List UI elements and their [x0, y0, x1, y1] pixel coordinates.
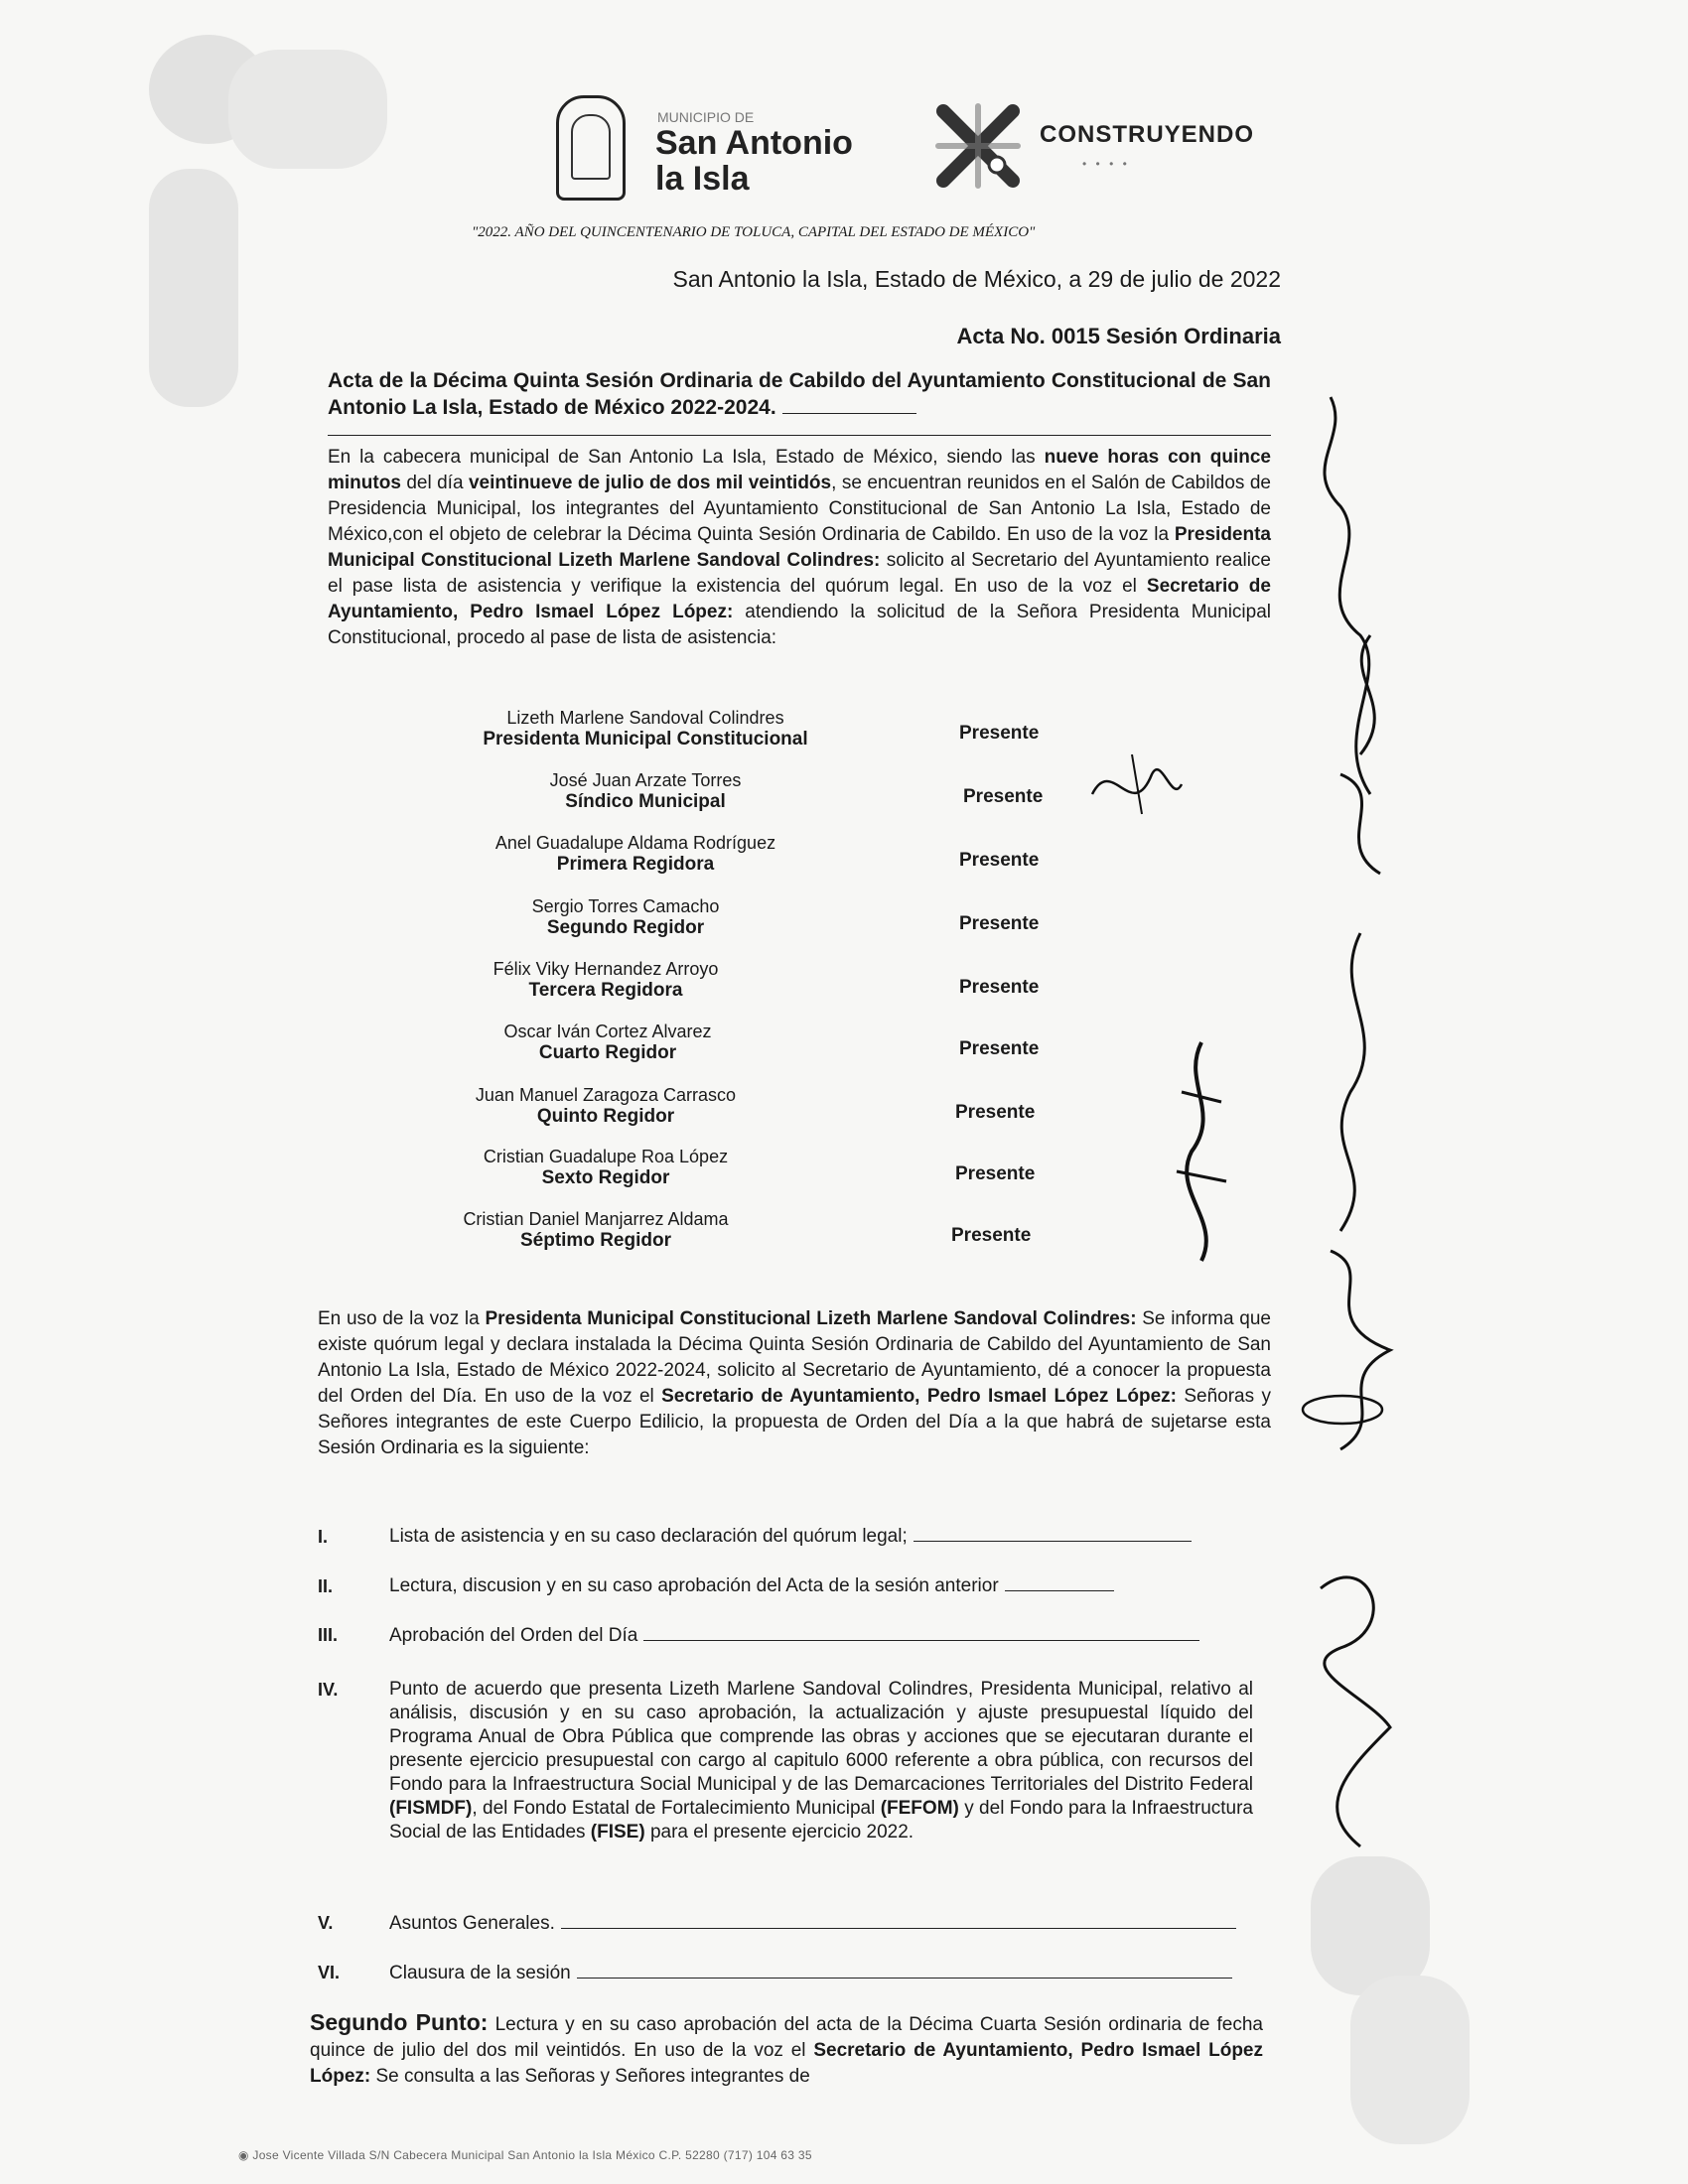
attendance-entry — [377, 1146, 834, 1189]
agenda-item-text: Clausura de la sesión — [389, 1963, 571, 1983]
construyendo-dots: • • • • — [1082, 157, 1130, 171]
quorum-bold-2: Secretario de Ayuntamiento, Pedro Ismael López López: — [661, 1386, 1177, 1407]
intro-text-5: atendiendo la solicitud de la Señora Presidenta Municipal Constitucional, procedo al pase de lista de asistencia: — [328, 602, 1271, 648]
place-date: San Antonio la Isla, Estado de México, a 29 de julio de 2022 — [672, 266, 1281, 292]
agenda-item-text: , del Fondo Estatal de Fortalecimiento Municipal — [472, 1798, 881, 1819]
footer-address — [238, 2148, 812, 2162]
document-title-text: Acta de la Décima Quinta Sesión Ordinaria de Cabildo del Ayuntamiento Constitucional de San Antonio La Isla, Estado de México 2022-2024. — [328, 369, 1271, 419]
quorum-text-3: Señoras y Señores integrantes de este Cuerpo Edilicio, la propuesta de Orden del Día a la que habrá de sujetarse esta Sesión Ordinaria es la siguiente: — [318, 1386, 1271, 1458]
attendance-entry — [377, 958, 834, 1002]
quorum-text-2: Se informa que existe quórum legal y declara instalada la Décima Quinta Sesión Ordinaria de Cabildo del Ayuntamiento de San Antonio La Isla, Estado de México 2022-2024, solicito al Secretario de Ayuntamiento, dé a conocer la propuesta del Orden del Día. En uso de la voz el — [318, 1308, 1271, 1407]
letterhead — [556, 91, 1271, 201]
attendee-role: Quinto Regidor — [536, 1106, 675, 1127]
agenda-number: III. — [318, 1625, 339, 1645]
intro-bold-2: veintinueve de julio de dos mil veintidós — [468, 473, 832, 493]
agenda-item-text: y del Fondo para la Infraestructura Social de las Entidades — [389, 1798, 1254, 1843]
watermark-bottom-right — [1291, 1856, 1489, 2154]
attendee-name: Cristian Daniel Manjarrez Aldama — [463, 1209, 729, 1229]
signature-vertical — [1162, 1032, 1241, 1271]
intro-bold-3: Presidenta Municipal Constitucional Lizeth Marlene Sandoval Colindres: — [328, 524, 1271, 571]
signature-right-margin — [1271, 377, 1410, 1866]
agenda-item — [389, 1912, 1253, 1936]
segundo-punto-heading: Segundo Punto: — [310, 2009, 489, 2035]
intro-bold-4: Secretario de Ayuntamiento, Pedro Ismael López López: — [328, 576, 1271, 622]
intro-text-3: , se encuentran reunidos en el Salón de Cabildos de Presidencia Municipal, los integrantes del Ayuntamiento Constitucional de San Antonio La Isla, Estado de México,con el objeto de celebrar la Décima Quinta Sesión Ordinaria de Cabildo. En uso de la voz la — [328, 473, 1271, 545]
construyendo-logo-icon — [933, 101, 1023, 191]
attendee-role: Séptimo Regidor — [519, 1230, 671, 1251]
attendance-entry — [417, 707, 874, 751]
municipal-seal-icon — [556, 95, 626, 201]
agenda-item-bold: (FISE) — [590, 1822, 645, 1843]
location-icon: ◉ — [238, 2148, 253, 2162]
agenda-item-text: Lectura, discusion y en su caso aprobación del Acta de la sesión anterior — [389, 1575, 999, 1596]
attendee-name: Anel Guadalupe Aldama Rodríguez — [494, 833, 776, 853]
agenda-item-bold: (FEFOM) — [880, 1798, 959, 1819]
attendance-entry — [377, 1084, 834, 1128]
attendee-name: Oscar Iván Cortez Alvarez — [503, 1022, 712, 1041]
attendance-status: Presente — [959, 723, 1040, 744]
intro-text-4: solicito al Secretario del Ayuntamiento realice el pase lista de asistencia y verifique la existencia del quórum legal. En uso de la voz el — [328, 550, 1271, 597]
agenda-item-text: Lista de asistencia y en su caso declaración del quórum legal; — [389, 1526, 908, 1547]
document-title — [328, 367, 1271, 421]
attendance-status: Presente — [951, 1225, 1032, 1246]
attendance-status: Presente — [959, 1038, 1040, 1059]
municipality-small-label: MUNICIPIO DE — [657, 109, 755, 125]
quorum-bold-1: Presidenta Municipal Constitucional Lizeth Marlene Sandoval Colindres: — [485, 1308, 1137, 1329]
agenda-item — [389, 1624, 1253, 1648]
agenda-item-text: Punto de acuerdo que presenta Lizeth Marlene Sandoval Colindres, Presidenta Municipal, relativo al análisis, discusión y en su caso aprobación, la actualización y ajuste presupuestal líquido del Programa Anual de Obra Pública que comprende las obras y acciones que se ejecutaran durante el presente ejercicio presupuestal con cargo al capitulo 6000 referente a obra pública, con recursos del Fondo para la Infraestructura Social Municipal y de las Demarcaciones Territoriales del Distrito Federal — [389, 1679, 1253, 1795]
attendance-status: Presente — [959, 913, 1040, 934]
year-motto: "2022. AÑO DEL QUINCENTENARIO DE TOLUCA, CAPITAL DEL ESTADO DE MÉXICO" — [472, 224, 1036, 240]
title-divider — [328, 435, 1271, 436]
acta-number: Acta No. 0015 Sesión Ordinaria — [956, 324, 1281, 348]
agenda-number: I. — [318, 1527, 329, 1547]
attendee-name: Cristian Guadalupe Roa López — [483, 1147, 729, 1166]
segundo-punto-paragraph — [310, 2009, 1263, 2090]
segundo-text-2: Se consulta a las Señoras y Señores integrantes de — [370, 2066, 810, 2087]
signature-center — [1072, 735, 1192, 834]
attendance-status: Presente — [955, 1102, 1036, 1123]
agenda-item-text: para el presente ejercicio 2022. — [644, 1822, 914, 1843]
footer-text: Jose Vicente Villada S/N Cabecera Municipal San Antonio la Isla México C.P. 52280 (717) 104 63 35 — [252, 2148, 812, 2162]
attendee-role: Segundo Regidor — [546, 917, 705, 938]
attendee-role: Sexto Regidor — [541, 1167, 670, 1188]
quorum-text-1: En uso de la voz la — [318, 1308, 486, 1329]
attendance-entry — [367, 1208, 824, 1252]
intro-bold-1: nueve horas con quince minutos — [328, 447, 1272, 493]
attendee-role: Primera Regidora — [556, 854, 715, 875]
attendee-role: Síndico Municipal — [565, 791, 726, 812]
attendee-name: Lizeth Marlene Sandoval Colindres — [506, 708, 784, 728]
agenda-number: IV. — [318, 1680, 339, 1700]
attendance-entry — [417, 769, 874, 813]
attendee-role: Cuarto Regidor — [538, 1042, 677, 1063]
agenda-number: V. — [318, 1913, 334, 1933]
watermark-left — [139, 20, 397, 417]
attendee-name: Sergio Torres Camacho — [531, 896, 720, 916]
segundo-text-1: Lectura y en su caso aprobación del acta de la Décima Cuarta Sesión ordinaria de fecha quince de julio del dos mil veintidós. En uso de la voz el — [310, 2014, 1264, 2061]
attendance-entry — [397, 895, 854, 939]
attendee-name: Félix Viky Hernandez Arroyo — [492, 959, 719, 979]
intro-paragraph — [328, 445, 1271, 651]
agenda-item — [389, 1678, 1253, 1844]
attendee-role: Presidenta Municipal Constitucional — [483, 729, 808, 750]
agenda-item-text: Asuntos Generales. — [389, 1913, 555, 1934]
agenda-item — [389, 1574, 1253, 1598]
attendee-role: Tercera Regidora — [528, 980, 683, 1001]
attendance-status: Presente — [959, 977, 1040, 998]
quorum-paragraph — [318, 1306, 1271, 1461]
agenda-item-text: Aprobación del Orden del Día — [389, 1625, 638, 1646]
agenda-number: II. — [318, 1576, 334, 1596]
agenda-number: VI. — [318, 1963, 341, 1982]
attendee-name: José Juan Arzate Torres — [549, 770, 742, 790]
attendance-status: Presente — [955, 1163, 1036, 1184]
construyendo-label: CONSTRUYENDO — [1040, 121, 1255, 148]
attendance-status: Presente — [963, 786, 1044, 807]
agenda-item — [389, 1962, 1253, 1985]
attendance-status: Presente — [959, 850, 1040, 871]
intro-text-2: del día — [400, 473, 469, 493]
agenda-item-bold: (FISMDF) — [389, 1798, 473, 1819]
agenda-item — [389, 1525, 1253, 1549]
segundo-bold-1: Secretario de Ayuntamiento, Pedro Ismael López López: — [310, 2040, 1263, 2087]
intro-text-1: En la cabecera municipal de San Antonio La Isla, Estado de México, siendo las — [328, 447, 1045, 468]
attendance-entry — [379, 1021, 836, 1064]
attendance-entry — [407, 832, 864, 876]
municipality-name: San Antonio la Isla — [655, 124, 853, 198]
attendee-name: Juan Manuel Zaragoza Carrasco — [475, 1085, 737, 1105]
